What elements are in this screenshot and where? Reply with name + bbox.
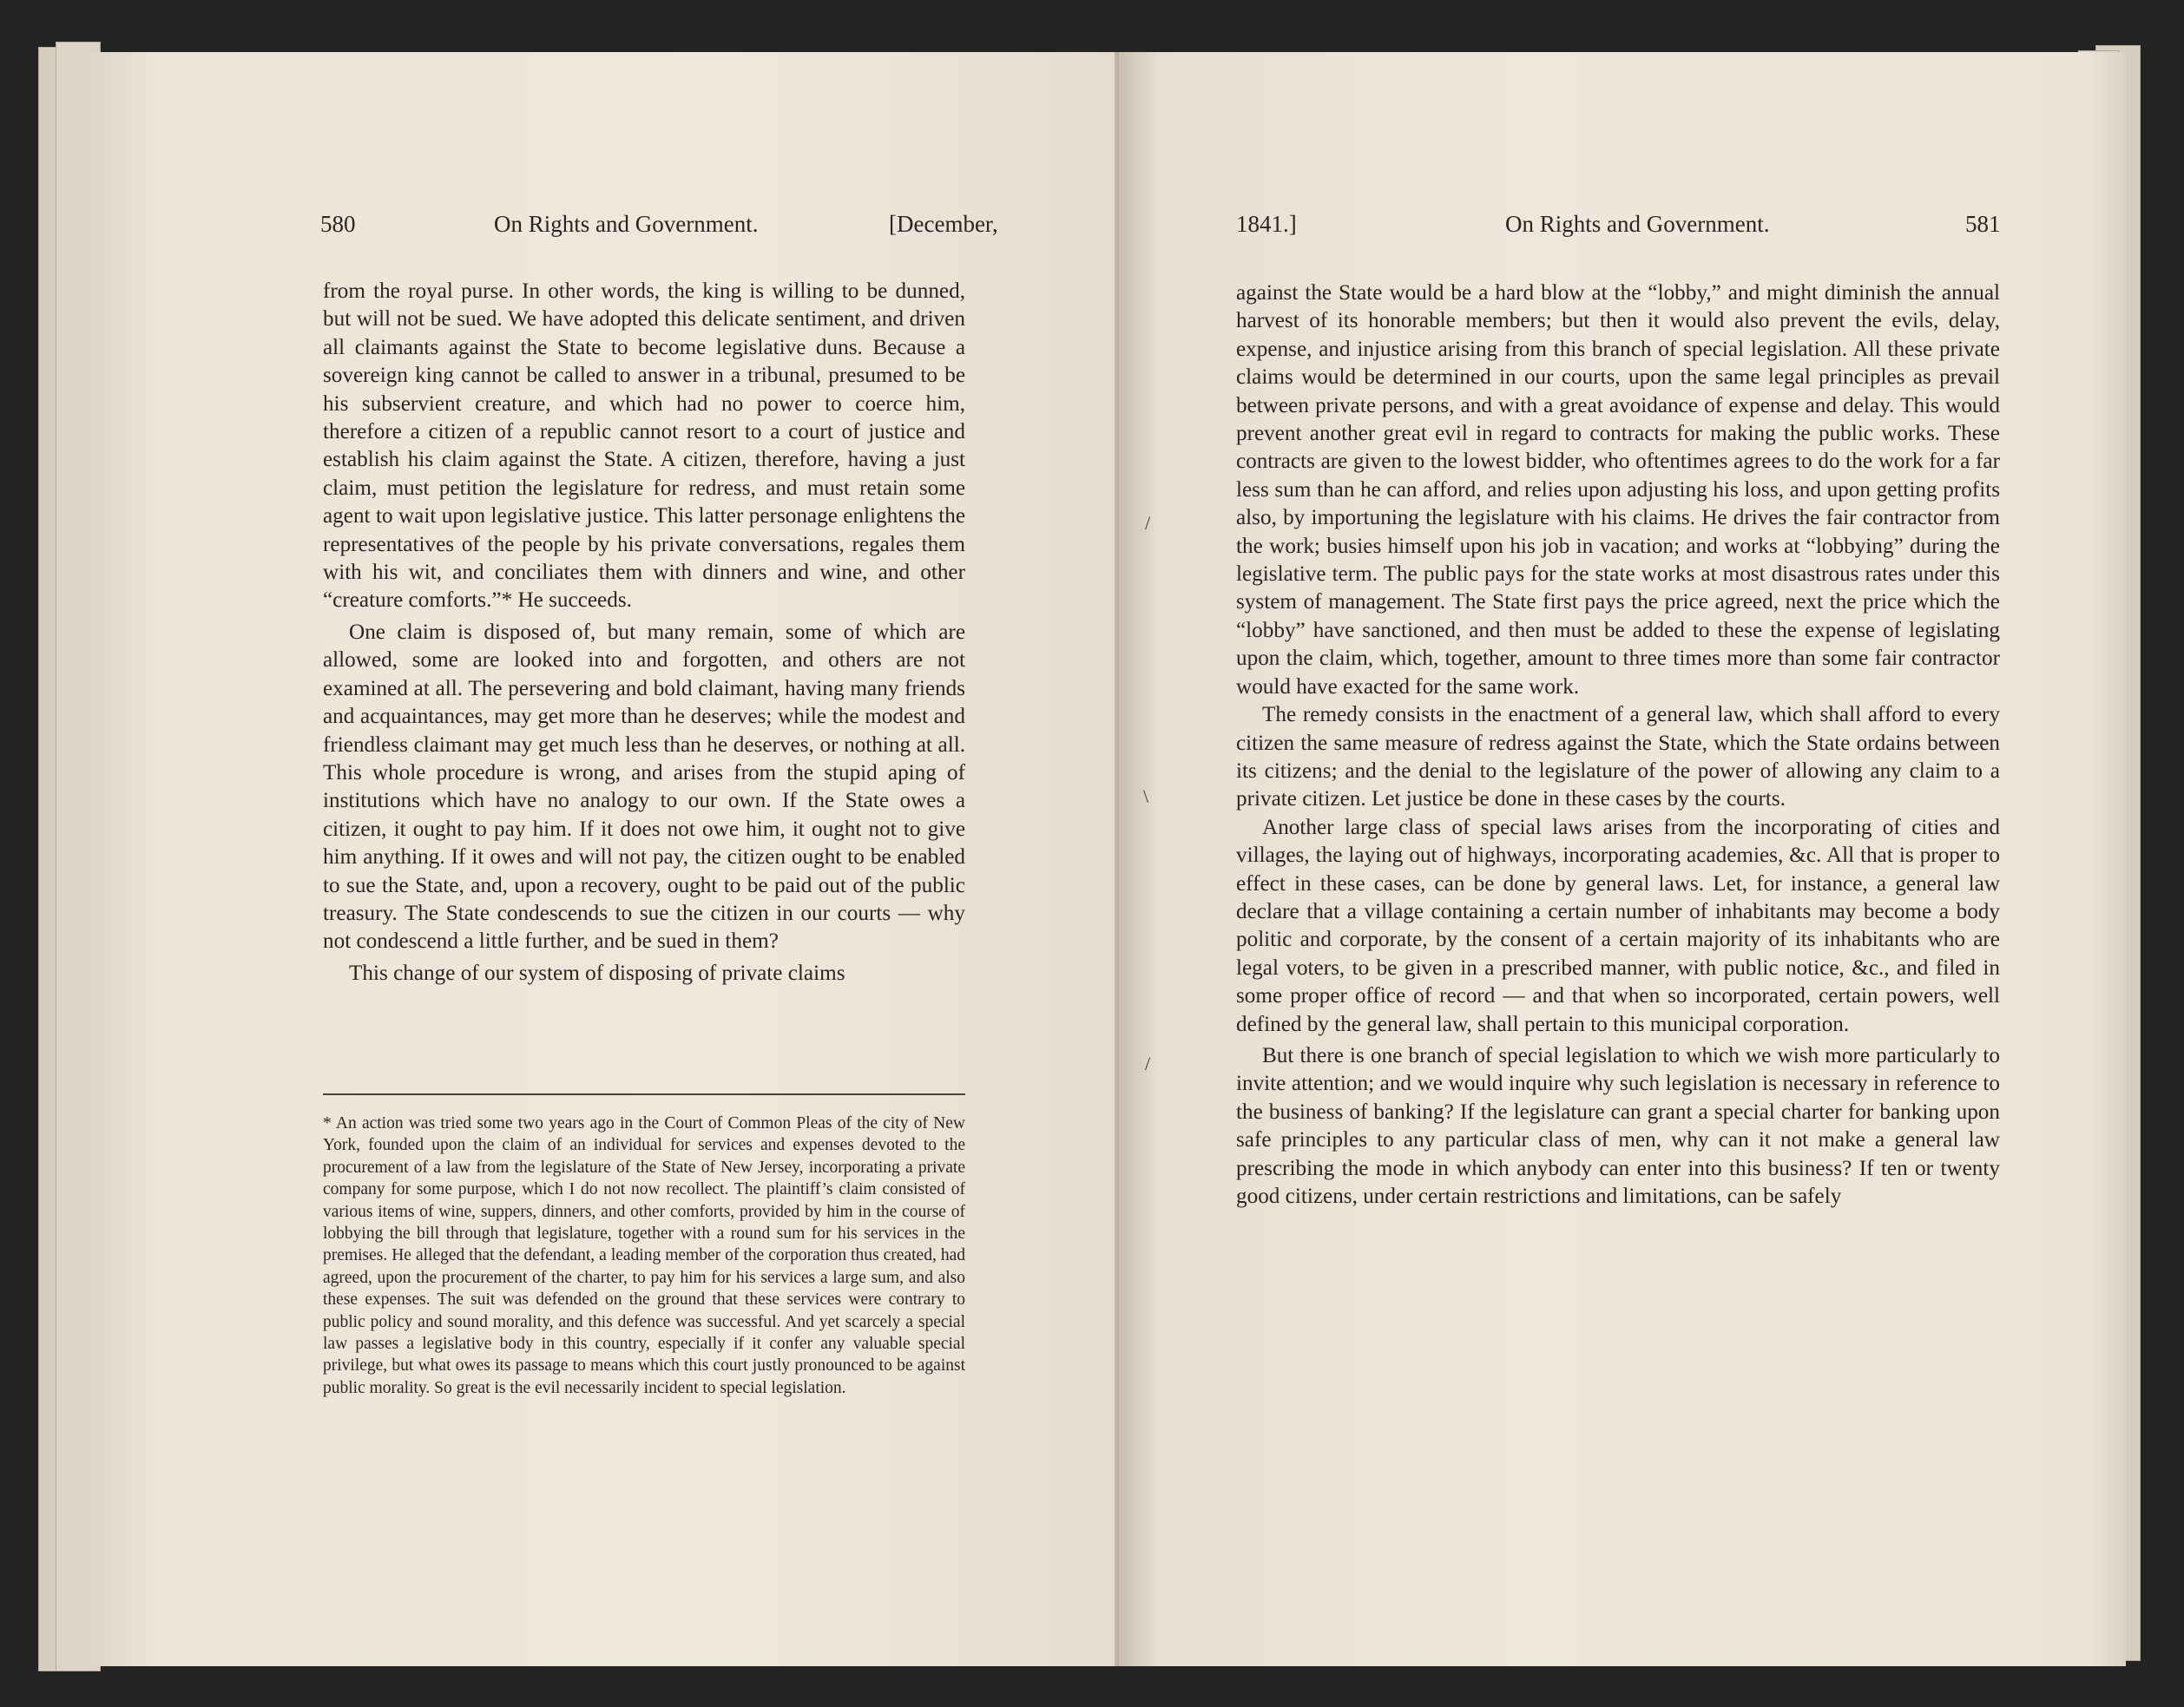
right-paragraph: Another large class of special laws arises from the incorporating of cities and villages, the laying out of highways, incorporating academies, &c. All that is proper to effect in these cases, can be done by general laws. Let, for instance, a general law declare that a village containing a certain number of inhabitants may become a body politic and corporate, by the consent of a certain majority of its inhabitants who are legal voters, to be given in a prescribed manner, with public notice, &c., and filed in some proper office of record — and that when so incorporated, certain powers, well defined by the general law, shall pertain to this municipal corporation. [1236, 815, 2000, 1036]
right-paragraph: against the State would be a hard blow at the “lobby,” and might diminish the annual harvest of its honorable members; but then it would also prevent the evils, delay, expense, and injustice arising from this branch of special legislation. All these private claims would be determined in our courts, upon the same legal principles as prevail between private persons, and with a great avoidance of expense and delay. This would prevent another great evil in regard to contracts for making the public works. These contracts are given to the lowest bidder, who oftentimes agrees to do the work for a far less sum than he can afford, and relies upon adjusting his loss, and upon getting profits also, by importuning the legislature with his claims. He drives the fair contractor from the work; busies himself upon his job in vacation; and works at “lobbying” during the legislative term. The public pays for the state works at most disastrous rates under this system of management. The State first pays the price agreed, next the price which the “lobby” have sanctioned, and then must be added to these the expense of legislating upon the claim, which, together, amount to three times more than some fair contractor would have exacted for the same work. [1236, 281, 2000, 699]
left-running-title: On Rights and Government. [494, 211, 759, 237]
left-page-number: 580 [320, 211, 356, 237]
left-page [90, 52, 1154, 1666]
open-book [38, 42, 2139, 1673]
right-paragraph: But there is one branch of special legislation to which we wish more particularly to invite attention; and we would inquire why such legislation is necessary in reference to the business of banking? If the legislature can grant a special charter for banking upon safe principles to any particular class of men, why can it not make a general law prescribing the mode in which anybody can enter into this business? If ten or twenty good citizens, under certain restrictions and limitations, can be safely [1236, 1043, 2000, 1208]
left-footnote: * An action was tried some two years ago in the Court of Common Pleas of the city of New York, founded upon the claim of an individual for services and expenses devoted to the procurement of a law from the legislature of the State of New Jersey, incorporating a private company for some purpose, which I do not now recollect. The plaintiff’s claim consisted of various items of wine, suppers, dinners, and other comforts, provided by him in the course of lobbying the bill through that legislature, together with a round sum for his services in the premises. He alleged that the defendant, a leading member of the corporation thus created, had agreed, upon the procurement of the charter, to pay him for his services a large sum, and also these expenses. The suit was defended on the ground that these services were contrary to public policy and sound morality, and this defence was successful. And yet scarcely a special law passes a legislative body in this country, especially if it confer any valuable special privilege, but what owes its passage to means which this court justly pronounced to be against public morality. So great is the evil necessarily incident to special legislation. [323, 1114, 965, 1397]
gutter-mark: \ [1143, 785, 1149, 807]
right-paragraph: The remedy consists in the enactment of a general law, which shall afford to every citizen the same measure of redress against the State, which the State ordains between its citizens; and the denial to the legislature of the power of allowing any claim to a private citizen. Let justice be done in these cases by the courts. [1236, 703, 2000, 811]
right-running-title: On Rights and Government. [1505, 211, 1770, 237]
right-running-date: 1841.] [1236, 211, 1297, 237]
right-page-number: 581 [1965, 211, 2001, 237]
left-body-text [323, 278, 965, 988]
right-page [1119, 52, 2126, 1666]
left-running-date: [December, [889, 211, 998, 237]
left-paragraph: This change of our system of disposing of private claims [349, 961, 845, 985]
footnote-rule [323, 1093, 965, 1095]
left-paragraph: One claim is disposed of, but many remain, some of which are allowed, some are looked into and forgotten, and others are not examined at all. The persevering and bold claimant, having many friends and acquaintances, may get more than he deserves; while the modest and friendless claimant may get much less than he deserves, or nothing at all. This whole procedure is wrong, and arises from the stupid aping of institutions which have no analogy to our own. If the State owes a citizen, it ought to pay him. If it does not owe him, it ought not to give him anything. If it owes and will not pay, the citizen ought to be enabled to sue the State, and, upon a recovery, ought to be paid out of the public treasury. The State condescends to sue the citizen in our courts — why not condescend a little further, and be sued in them? [323, 620, 965, 954]
gutter-mark: / [1145, 1053, 1151, 1074]
gutter-mark: / [1145, 512, 1151, 534]
left-paragraph: from the royal purse. In other words, the king is willing to be dunned, but will not be sued. We have adopted this delicate sentiment, and driven all claimants against the State to become legislative duns. Because a sovereign king cannot be called to answer in a tribunal, presumed to be his subservient creature, and which had no power to coerce him, therefore a citizen of a republic cannot resort to a court of justice and establish his claim against the State. A citizen, therefore, having a just claim, must petition the legislature for redress, and must retain some agent to wait upon legislative justice. This latter personage enlightens the representatives of the people by his private conversations, regales them with his wit, and conciliates them with dinners and wine, and other “creature comforts.”* He succeeds. [323, 279, 965, 613]
right-body-text [1236, 279, 2000, 1211]
